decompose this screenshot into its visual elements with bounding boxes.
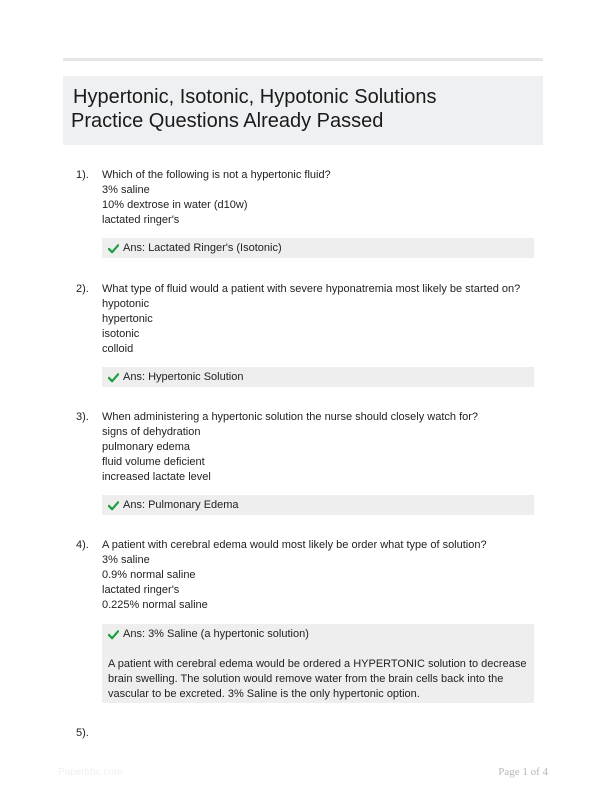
question-number: 1). <box>76 169 89 181</box>
answer-box-1 <box>102 238 534 258</box>
page-indicator: Page 1 of 4 <box>498 766 548 778</box>
explanation-line: A patient with cerebral edema would be ordered a HYPERTONIC solution to decrease <box>108 658 527 670</box>
option: lactated ringer's <box>102 584 180 596</box>
question-prompt: When administering a hypertonic solution the nurse should closely watch for? <box>102 411 479 423</box>
question-number: 2). <box>76 283 89 295</box>
check-icon <box>108 500 119 511</box>
answer-explanation <box>108 657 534 702</box>
question-prompt: Which of the following is not a hypertonic fluid? <box>102 169 331 181</box>
option: 0.225% normal saline <box>102 599 208 611</box>
document-title <box>63 76 543 145</box>
option: colloid <box>102 343 134 355</box>
option: increased lactate level <box>102 471 211 483</box>
option: hypotonic <box>102 298 150 310</box>
option: isotonic <box>102 328 140 340</box>
question-body <box>102 282 534 357</box>
option: lactated ringer's <box>102 214 180 226</box>
answer-text: Ans: Pulmonary Edema <box>123 498 239 511</box>
option: fluid volume deficient <box>102 456 205 468</box>
explanation-line: vascular to be excreted. 3% Saline is the only hypertonic option. <box>108 688 420 700</box>
question-body <box>102 410 534 485</box>
answer-box-4 <box>102 624 534 703</box>
footer-brand: Paperbbc.com <box>58 767 123 778</box>
answer-box-2 <box>102 367 534 387</box>
option: hypertonic <box>102 313 153 325</box>
answer-text: Ans: 3% Saline (a hypertonic solution) <box>123 627 309 640</box>
answer-text: Ans: Lactated Ringer's (Isotonic) <box>123 241 282 254</box>
check-icon <box>108 243 119 254</box>
option: pulmonary edema <box>102 441 191 453</box>
question-number: 3). <box>76 411 89 423</box>
question-prompt: A patient with cerebral edema would most likely be order what type of solution? <box>102 539 487 551</box>
top-divider <box>63 58 543 61</box>
option: 10% dextrose in water (d10w) <box>102 199 248 211</box>
option: 3% saline <box>102 184 150 196</box>
question-body <box>102 538 534 613</box>
option: signs of dehydration <box>102 426 201 438</box>
title-line-1: Hypertonic, Isotonic, Hypotonic Solutions <box>73 86 437 108</box>
question-body <box>102 168 534 228</box>
check-icon <box>108 372 119 383</box>
answer-text: Ans: Hypertonic Solution <box>123 370 244 383</box>
question-prompt: What type of fluid would a patient with severe hyponatremia most likely be started on? <box>102 283 521 295</box>
question-number: 5). <box>76 727 89 739</box>
option: 3% saline <box>102 554 150 566</box>
answer-box-3 <box>102 495 534 515</box>
title-line-2: Practice Questions Already Passed <box>71 110 384 132</box>
option: 0.9% normal saline <box>102 569 196 581</box>
explanation-line: brain swelling. The solution would remove water from the brain cells back into the <box>108 673 504 685</box>
question-number: 4). <box>76 539 89 551</box>
check-icon <box>108 629 119 640</box>
